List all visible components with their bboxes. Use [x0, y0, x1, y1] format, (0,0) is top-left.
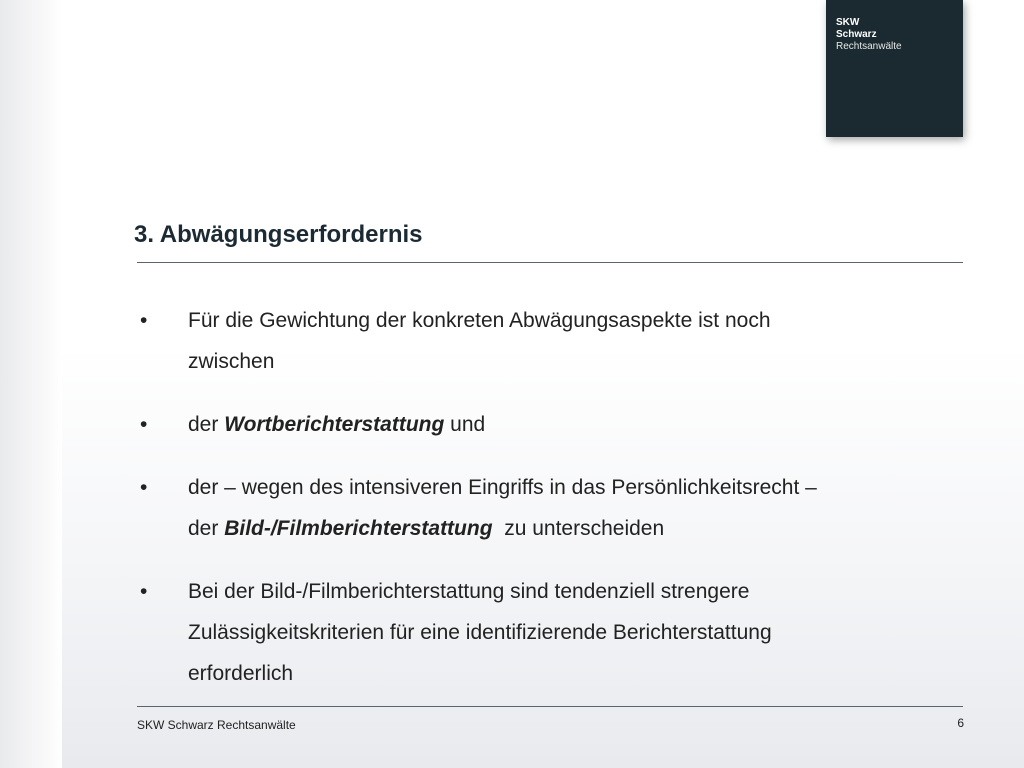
bullet-dot-icon: • [140, 413, 148, 436]
bullet-item-3 [137, 467, 963, 549]
bullet-dot-icon: • [140, 476, 148, 499]
footer-company-name: SKW Schwarz Rechtsanwälte [137, 718, 296, 732]
bullet-1-line-2: zwischen [188, 350, 275, 373]
bullet-item-2 [137, 404, 963, 445]
bullet-1-line-1: Für die Gewichtung der konkreten Abwägungsaspekte ist noch [188, 309, 771, 332]
bullet-3-line-1: der – wegen des intensiveren Eingriffs in das Persönlichkeitsrecht – [188, 476, 817, 499]
logo-line-rechtsanwaelte: Rechtsanwälte [836, 41, 902, 52]
bullet-3-line-2-prefix: der [188, 517, 225, 540]
company-logo [826, 0, 963, 137]
bullet-4-line-2: Zulässigkeitskriterien für eine identifizierende Berichterstattung [188, 621, 772, 644]
bullet-2-prefix: der [188, 413, 225, 436]
bullet-4-line-3: erforderlich [188, 662, 294, 685]
logo-line-schwarz: Schwarz [836, 29, 877, 40]
bullet-2-emphasis: Wortberichterstattung [224, 413, 445, 436]
bullet-item-4 [137, 571, 963, 694]
bullet-4-line-1: Bei der Bild-/Filmberichterstattung sind tendenziell strengere [188, 580, 750, 603]
bullet-item-1 [137, 300, 963, 382]
bullet-3-line-2-suffix: zu unterscheiden [492, 517, 665, 540]
bullet-list [137, 300, 963, 694]
bullet-3-emphasis: Bild-/Filmberichterstattung [224, 517, 493, 540]
bullet-2-suffix: und [444, 413, 486, 436]
page-number: 6 [957, 716, 964, 730]
slide-title: 3. Abwägungserfordernis [134, 221, 423, 248]
bullet-dot-icon: • [140, 309, 148, 332]
footer-divider [137, 706, 963, 707]
logo-line-skw: SKW [836, 17, 860, 28]
bullet-dot-icon: • [140, 580, 148, 603]
title-divider [137, 262, 963, 263]
